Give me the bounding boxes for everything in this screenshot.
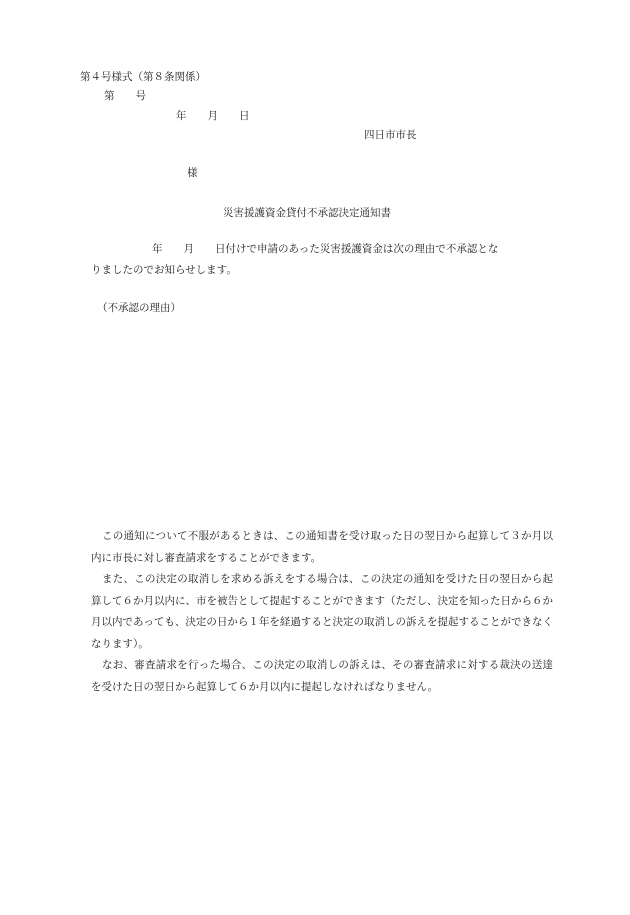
document-title: 災害援護資金貸付不承認決定通知書 xyxy=(223,207,391,219)
intro-line-1: 年 月 日付けで申請のあった災害援護資金は次の理由で不承認とな xyxy=(152,243,499,255)
reason-label: （不承認の理由） xyxy=(97,302,181,314)
issue-date: 年 月 日 xyxy=(176,110,250,122)
reason-blank-area xyxy=(91,325,541,505)
notice-paragraph-appeal: この通知について不服があるときは、この通知書を受け取った日の翌日から起算して３か月以内に市長に対し審査請求をすることができます。 xyxy=(91,530,553,564)
notice-paragraph-lawsuit: また、この決定の取消しを求める訴えをする場合は、この決定の通知を受けた日の翌日から起算して６か月以内に、市を被告として提起することができます（ただし、決定を知った日から６か月以内であっても、決定の日から１年を経過すると決定の取消しの訴えを提起することができなくなります）。 xyxy=(91,573,553,650)
issuer-name: 四日市市長 xyxy=(364,129,417,141)
notice-paragraph-review: なお、審査請求を行った場合、この決定の取消しの訴えは、その審査請求に対する裁決の送達を受けた日の翌日から起算して６か月以内に提起しなければなりません。 xyxy=(91,659,553,693)
addressee-honorific: 様 xyxy=(187,167,198,179)
intro-line-2: りましたのでお知らせします。 xyxy=(91,264,237,276)
document-number: 第 号 xyxy=(104,90,146,102)
form-number: 第４号様式（第８条関係） xyxy=(80,71,206,83)
